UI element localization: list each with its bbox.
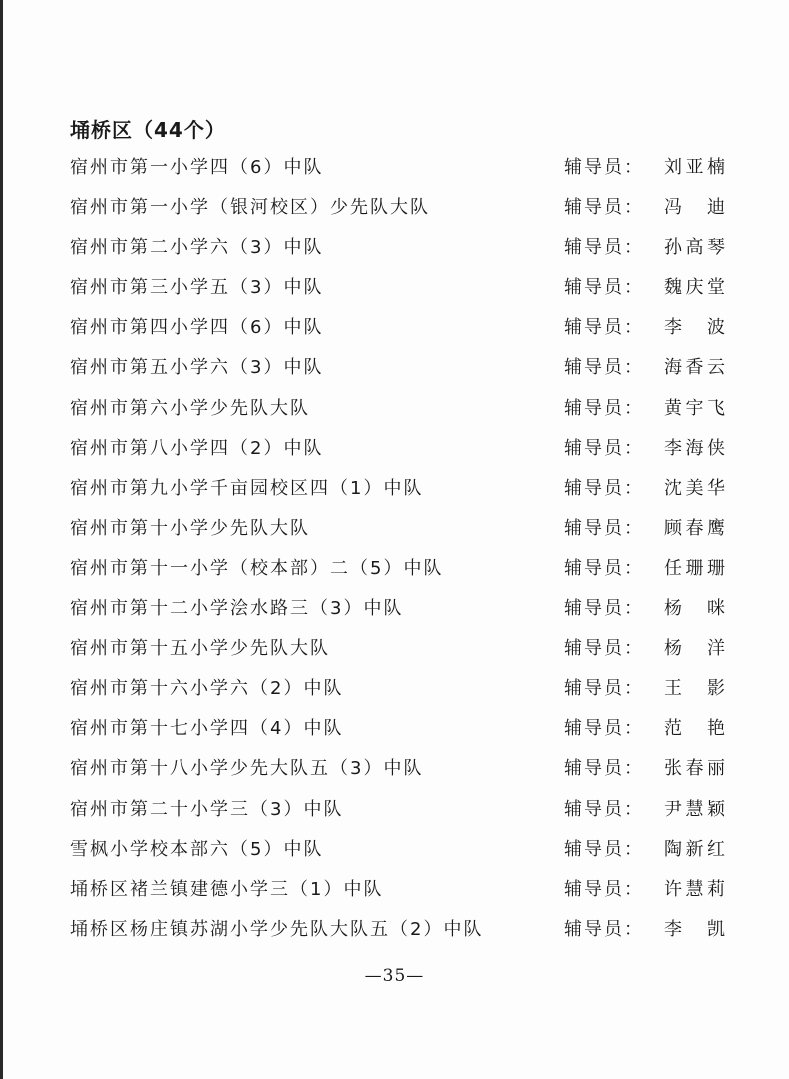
entry-row <box>70 589 730 629</box>
entry-row <box>70 389 730 429</box>
counselor-name: 许慧莉 <box>664 878 726 900</box>
role-label: 辅导员： <box>564 598 644 620</box>
role-label: 辅导员： <box>564 557 644 579</box>
counselor-name: 沈美华 <box>664 477 726 499</box>
unit-name: 宿州市第十小学少先队大队 <box>70 517 310 539</box>
counselor-name: 陶新红 <box>664 838 726 860</box>
unit-name: 宿州市第九小学千亩园校区四（1）中队 <box>70 477 424 499</box>
counselor-name: 黄宇飞 <box>664 397 726 419</box>
counselor-name: 刘亚楠 <box>664 157 726 178</box>
role-label: 辅导员： <box>564 838 644 860</box>
entry-row <box>70 629 730 669</box>
role-label: 辅导员： <box>564 718 644 740</box>
role-label: 辅导员： <box>564 317 644 339</box>
entry-row <box>70 429 730 469</box>
unit-name: 埇桥区褚兰镇建德小学三（1）中队 <box>70 878 384 900</box>
entry-row <box>70 148 730 188</box>
entry-row <box>70 228 730 268</box>
entry-row <box>70 709 730 749</box>
unit-name: 宿州市第二十小学三（3）中队 <box>70 798 344 820</box>
counselor-name: 魏庆堂 <box>664 277 726 299</box>
entry-row <box>70 188 730 228</box>
unit-name: 宿州市第十一小学（校本部）二（5）中队 <box>70 557 444 579</box>
entry-list <box>70 148 730 950</box>
role-label: 辅导员： <box>564 437 644 459</box>
scan-edge-border <box>0 0 3 1079</box>
counselor-name: 李 凯 <box>664 918 726 940</box>
unit-name: 宿州市第八小学四（2）中队 <box>70 437 324 459</box>
unit-name: 宿州市第十六小学六（2）中队 <box>70 678 344 700</box>
page-number: —35— <box>364 966 425 986</box>
entry-row <box>70 830 730 870</box>
unit-name: 雪枫小学校本部六（5）中队 <box>70 838 324 860</box>
unit-name: 埇桥区杨庄镇苏湖小学少先队大队五（2）中队 <box>70 918 484 940</box>
unit-name: 宿州市第十八小学少先大队五（3）中队 <box>70 758 424 780</box>
unit-name: 宿州市第三小学五（3）中队 <box>70 277 324 299</box>
entry-row <box>70 549 730 589</box>
entry-row <box>70 910 730 950</box>
counselor-name: 王 影 <box>664 678 726 700</box>
role-label: 辅导员： <box>564 197 644 219</box>
entry-row <box>70 268 730 308</box>
entry-row <box>70 749 730 789</box>
role-label: 辅导员： <box>564 758 644 780</box>
counselor-name: 张春丽 <box>664 758 726 780</box>
role-label: 辅导员： <box>564 397 644 419</box>
counselor-name: 李海侠 <box>664 437 726 459</box>
counselor-name: 冯 迪 <box>664 197 726 219</box>
unit-name: 宿州市第一小学（银河校区）少先队大队 <box>70 197 430 219</box>
role-label: 辅导员： <box>564 477 644 499</box>
entry-row <box>70 348 730 388</box>
unit-name: 宿州市第六小学少先队大队 <box>70 397 310 419</box>
unit-name: 宿州市第五小学六（3）中队 <box>70 357 324 379</box>
role-label: 辅导员： <box>564 638 644 660</box>
unit-name: 宿州市第四小学四（6）中队 <box>70 317 324 339</box>
role-label: 辅导员： <box>564 918 644 940</box>
entry-row <box>70 790 730 830</box>
role-label: 辅导员： <box>564 277 644 299</box>
unit-name: 宿州市第二小学六（3）中队 <box>70 237 324 259</box>
counselor-name: 范 艳 <box>664 718 726 740</box>
counselor-name: 杨 咪 <box>664 598 726 620</box>
entry-row <box>70 509 730 549</box>
counselor-name: 杨 洋 <box>664 638 726 660</box>
role-label: 辅导员： <box>564 878 644 900</box>
unit-name: 宿州市第一小学四（6）中队 <box>70 157 324 178</box>
counselor-name: 李 波 <box>664 317 726 339</box>
entry-row <box>70 669 730 709</box>
counselor-name: 孙高琴 <box>664 237 726 259</box>
counselor-name: 尹慧颖 <box>664 798 726 820</box>
role-label: 辅导员： <box>564 517 644 539</box>
counselor-name: 海香云 <box>664 357 726 379</box>
counselor-name: 顾春鹰 <box>664 517 726 539</box>
section-heading: 埇桥区（44个） <box>70 118 226 142</box>
unit-name: 宿州市第十七小学四（4）中队 <box>70 718 344 740</box>
unit-name: 宿州市第十五小学少先队大队 <box>70 638 330 660</box>
unit-name: 宿州市第十二小学浍水路三（3）中队 <box>70 598 404 620</box>
role-label: 辅导员： <box>564 357 644 379</box>
counselor-name: 任珊珊 <box>664 557 726 579</box>
role-label: 辅导员： <box>564 157 644 178</box>
role-label: 辅导员： <box>564 678 644 700</box>
role-label: 辅导员： <box>564 798 644 820</box>
entry-row <box>70 308 730 348</box>
entry-row <box>70 870 730 910</box>
role-label: 辅导员： <box>564 237 644 259</box>
entry-row <box>70 469 730 509</box>
